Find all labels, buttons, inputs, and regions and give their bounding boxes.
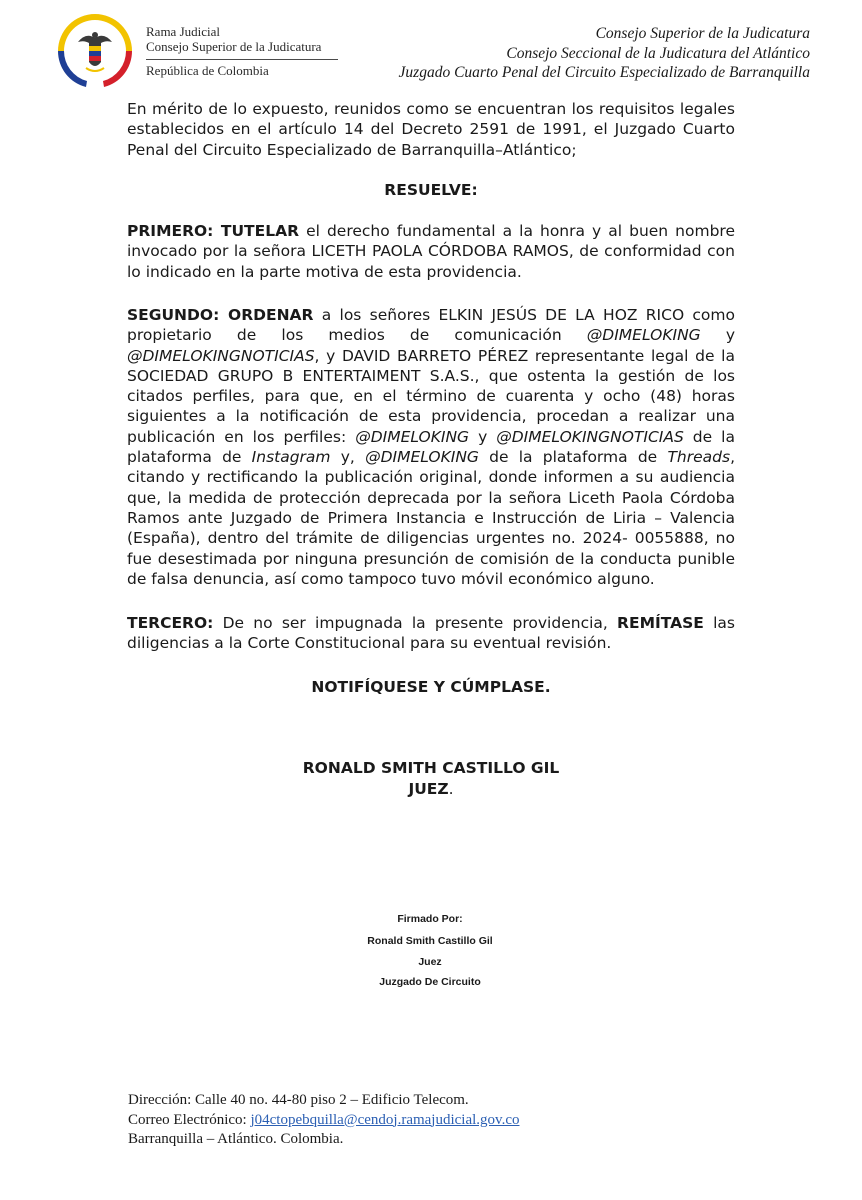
judge-signature-block [127, 758, 735, 800]
digital-signature-name: Ronald Smith Castillo Gil [367, 935, 493, 947]
digital-signature-court: Juzgado De Circuito [379, 976, 481, 988]
segundo-label: SEGUNDO: ORDENAR [127, 306, 314, 324]
digital-signature-role: Juez [418, 956, 442, 968]
judge-title-line [127, 779, 735, 800]
judge-title: JUEZ [408, 780, 449, 798]
handle-dimeloking-2: @DIMELOKING [355, 427, 470, 446]
coat-of-arms-icon [56, 12, 134, 90]
notifiquese-cumplase: NOTIFÍQUESE Y CÚMPLASE. [311, 678, 551, 696]
segundo-text-c: y [700, 326, 735, 345]
segundo-text-e: , y DAVID BARRETO PÉREZ representante legal de la SOCIEDAD GRUPO B ENTERTAIMENT S.A.S., que ostenta la gestión de los citados perfiles, para que, en el término de cuarenta y ocho (48) horas siguientes a la notificación de esta providencia, procedan a realizar una publicación en los perfiles: [127, 346, 735, 446]
header-line-1: Consejo Superior de la Judicatura [595, 25, 810, 42]
handle-dimeloking-3: @DIMELOKING [365, 448, 479, 467]
header-line-3: Juzgado Cuarto Penal del Circuito Especializado de Barranquilla [398, 64, 810, 81]
brand-line-consejo: Consejo Superior de la Judicatura [146, 39, 338, 60]
handle-dimeloking: @DIMELOKING [586, 326, 701, 345]
judge-title-period: . [448, 780, 454, 798]
paragraph-segundo [127, 305, 735, 589]
brand-line-republica: República de Colombia [146, 63, 269, 78]
header-institution [399, 24, 810, 83]
paragraph-considerandos: En mérito de lo expuesto, reunidos como se encuentran los requisitos legales establecidos en el artículo 14 del Decreto 2591 de 1991, el Juzgado Cuarto Penal del Circuito Especializado de Barranquilla–Atlántico; [127, 100, 735, 159]
brand-line-rama: Rama Judicial [146, 24, 221, 39]
primero-label: PRIMERO: TUTELAR [127, 222, 300, 240]
remitase-word: REMÍTASE [617, 614, 704, 632]
segundo-text-a: a los señores ELKIN JESÚS DE LA HOZ RICO como propietario de los medios de comunicación [127, 306, 735, 345]
segundo-text-k: y, [330, 448, 366, 467]
footer-email-label: Correo Electrónico: [128, 1111, 251, 1128]
handle-dimelokingnoticias: @DIMELOKINGNOTICIAS [127, 346, 315, 365]
footer-email-line [128, 1111, 519, 1131]
tercero-label: TERCERO: [127, 614, 214, 632]
digital-signature-label: Firmado Por: [397, 913, 463, 925]
platform-instagram: Instagram [251, 448, 331, 467]
footer-address: Dirección: Calle 40 no. 44-80 piso 2 – Edificio Telecom. [128, 1092, 469, 1108]
tercero-text-c: las diligencias a la Corte Constitucional para su eventual revisión. [127, 614, 735, 653]
paragraph-tercero [127, 613, 735, 654]
segundo-text-g: y [469, 427, 497, 446]
footer-contact [128, 1091, 519, 1150]
segundo-text-m: de la plataforma de [478, 448, 668, 467]
primero-text: el derecho fundamental a la honra y al buen nombre invocado por la señora LICETH PAOLA CÓRDOBA RAMOS, de conformidad con lo indicado en la parte motiva de esta providencia. [127, 222, 735, 281]
judge-name: RONALD SMITH CASTILLO GIL [302, 759, 560, 777]
section-title-resuelve: RESUELVE: [384, 181, 478, 199]
segundo-text-o: , citando y rectificando la publicación original, donde informen a su audiencia que, la medida de protección deprecada por la señora Liceth Paola Córdoba Ramos ante Juzgado de Primera Instancia e Instrucción de Liria – Valencia (España), dentro del trámite de diligencias urgentes no. 2024- 0055888, no fue desestimada por ninguna presunción de comisión de la conducta punible de falsa denuncia, así como tampoco tuvo móvil económico alguno. [127, 448, 735, 588]
tercero-text-a: De no ser impugnada la presente providencia, [213, 614, 618, 632]
footer-city: Barranquilla – Atlántico. Colombia. [128, 1131, 344, 1147]
header-line-2: Consejo Seccional de la Judicatura del Atlántico [506, 44, 810, 62]
paragraph-primero [127, 221, 735, 282]
handle-dimelokingnoticias-2: @DIMELOKINGNOTICIAS [496, 427, 684, 446]
segundo-text-i: de la plataforma de [127, 427, 735, 467]
footer-email-link[interactable]: j04ctopebquilla@cendoj.ramajudicial.gov.co [250, 1111, 520, 1128]
brand-block [146, 25, 338, 78]
platform-threads: Threads [667, 448, 731, 467]
